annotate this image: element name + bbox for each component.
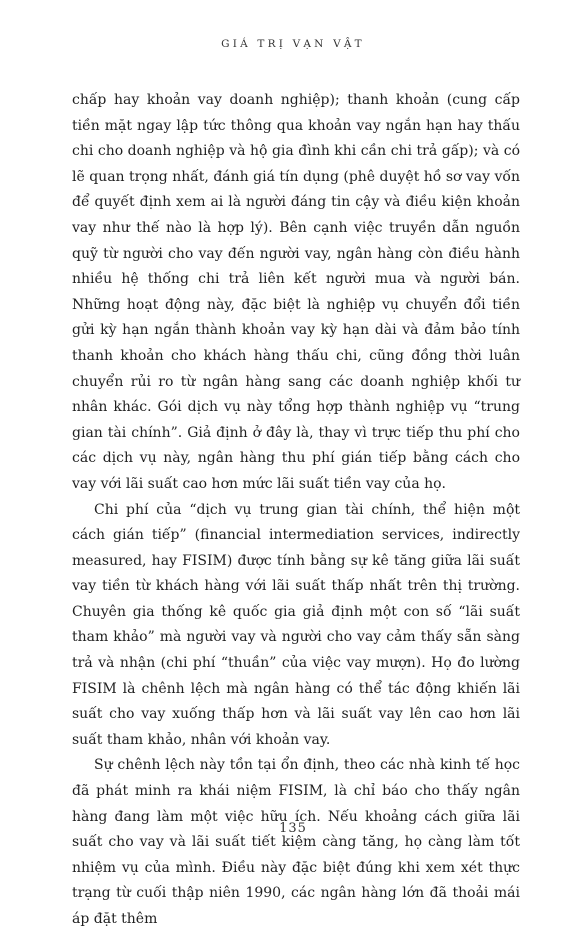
body-text <box>72 88 520 933</box>
paragraph-fisim-definition: Chi phí của “dịch vụ trung gian tài chính, thể hiện một cách gián tiếp” (financial intermediation services, indirectly measured, hay FISIM) được tính bằng sự kê tăng giữa lãi suất vay tiền từ khách hàng với lãi suất thấp nhất trên thị trường. Chuyên gia thống kê quốc gia giả định một con số “lãi suất tham khảo” mà người vay và người cho vay cảm thấy sẵn sàng trả và nhận (chi phí “thuần” của việc vay mượn). Họ đo lường FISIM là chênh lệch mà ngân hàng có thể tác động khiến lãi suất cho vay xuống thấp hơn và lãi suất vay lên cao hơn lãi suất tham khảo, nhân với khoản vay. <box>72 501 520 748</box>
page-number: 135 <box>279 821 307 836</box>
paragraph-spread: Sự chênh lệch này tồn tại ổn định, theo các nhà kinh tế học đã phát minh ra khái niệm FISIM, là chỉ báo cho thấy ngân hàng đang làm một việc hữu ích. Nếu khoảng cách giữa lãi suất cho vay và lãi suất tiết kiệm càng tăng, họ càng làm tốt nhiệm vụ của mình. Điều này đặc biệt đúng khi xem xét thực trạng từ cuối thập niên 1990, các ngân hàng lớn đã thoải mái áp đặt thêm <box>72 757 520 927</box>
running-header: GIÁ TRỊ VẠN VẬT <box>221 38 365 50</box>
paragraph-continued: chấp hay khoản vay doanh nghiệp); thanh khoản (cung cấp tiền mặt ngay lập tức thông qua khoản vay ngắn hạn hay thấu chi cho doanh nghiệp và hộ gia đình khi cần chi trả gấp); và có lẽ quan trọng nhất, đánh giá tín dụng (phê duyệt hồ sơ vay vốn để quyết định xem ai là người đáng tin cậy và điều kiện khoản vay như thế nào là hợp lý). Bên cạnh việc truyền dẫn nguồn quỹ từ người cho vay đến người vay, ngân hàng còn điều hành nhiều hệ thống chi trả liên kết người mua và người bán. Những hoạt động này, đặc biệt là nghiệp vụ chuyển đổi tiền gửi kỳ hạn ngắn thành khoản vay kỳ hạn dài và đảm bảo tính thanh khoản cho khách hàng thấu chi, cũng đồng thời luân chuyển rủi ro từ ngân hàng sang các doanh nghiệp khối tư nhân khác. Gói dịch vụ này tổng hợp thành nghiệp vụ “trung gian tài chính”. Giả định ở đây là, thay vì trực tiếp thu phí cho các dịch vụ này, ngân hàng thu phí gián tiếp bằng cách cho vay với lãi suất cao hơn mức lãi suất tiền vay của họ. <box>72 92 520 492</box>
